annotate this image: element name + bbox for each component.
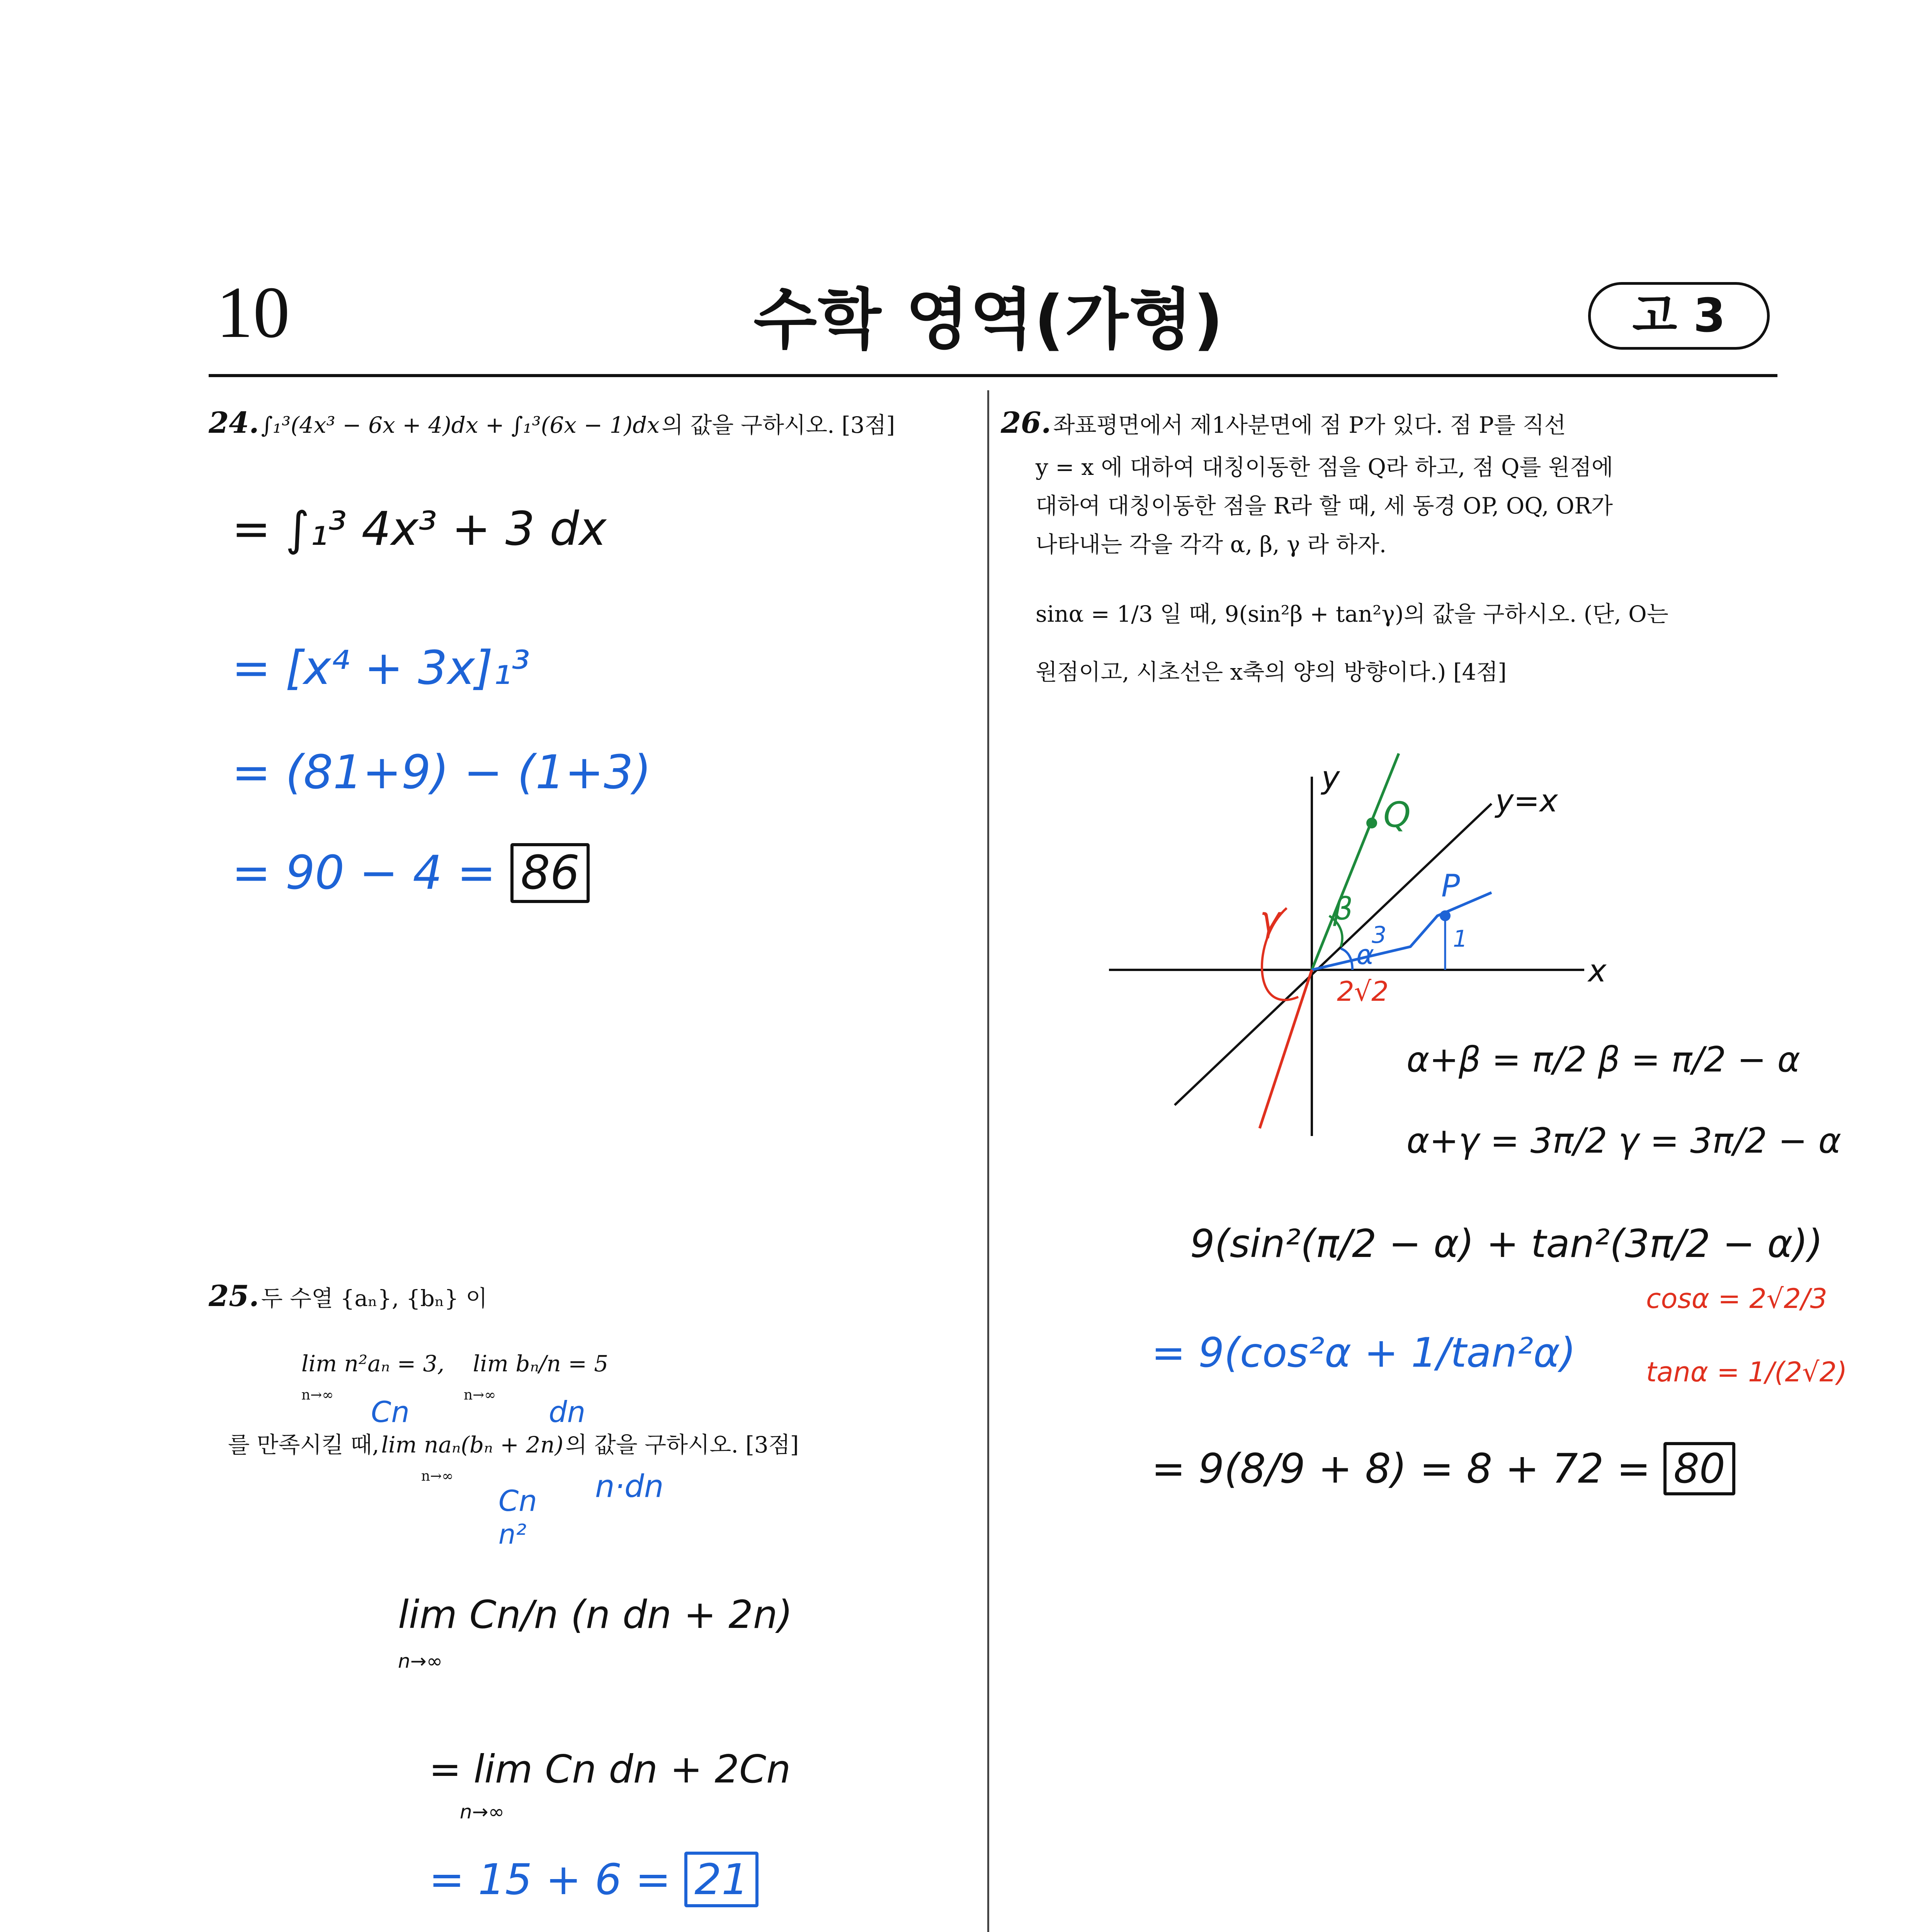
q26-answer: 80 bbox=[1663, 1442, 1735, 1495]
q26-relation-2: α+γ = 3π/2 γ = 3π/2 − α bbox=[1406, 1121, 1842, 1161]
q26-note-cos: cosα = 2√2/3 bbox=[1646, 1283, 1827, 1315]
three-label: 3 bbox=[1372, 922, 1387, 949]
q25-work-sub-2: n→∞ bbox=[460, 1801, 505, 1823]
limit-subscript-2: n→∞ bbox=[464, 1387, 496, 1403]
ray-OR bbox=[1260, 970, 1312, 1128]
y-axis-label: y bbox=[1321, 760, 1340, 796]
q25-note-cn-1: Cn bbox=[371, 1395, 410, 1429]
question-25 bbox=[209, 1279, 974, 1317]
question-prompt: 의 값을 구하시오. [3점] bbox=[662, 412, 895, 438]
integral-expression: ∫₁³(4x³ − 6x + 4)dx + ∫₁³(6x − 1)dx bbox=[261, 412, 660, 438]
q26-work-line-1: 9(sin²(π/2 − α) + tan²(3π/2 − α)) bbox=[1190, 1221, 1823, 1266]
q25-answer: 21 bbox=[684, 1852, 759, 1907]
alpha-arc bbox=[1341, 949, 1352, 970]
q24-work-text: = 90 − 4 = bbox=[232, 846, 496, 900]
Q-label: Q bbox=[1383, 795, 1411, 835]
q25-note-cn-2: Cn bbox=[498, 1484, 537, 1518]
q24-work-line-2: = [x⁴ + 3x]₁³ bbox=[232, 641, 530, 695]
q25-work-line-2: = lim Cn dn + 2Cn bbox=[429, 1747, 791, 1792]
q25-conditions bbox=[301, 1345, 608, 1383]
condition-line-2: 원점이고, 시초선은 x축의 양의 방향이다.) [4점] bbox=[1036, 659, 1507, 685]
question-intro: 두 수열 {aₙ}, {bₙ} 이 bbox=[261, 1285, 488, 1311]
question-number: 26. bbox=[1001, 406, 1051, 440]
q25-note-ndn: n·dn bbox=[595, 1468, 664, 1504]
grade-badge: 고 3 bbox=[1588, 282, 1770, 350]
condition-2: lim bₙ/n = 5 bbox=[473, 1350, 609, 1377]
q25-work-line-1: lim Cn/n (n dn + 2n) bbox=[398, 1592, 793, 1637]
x-axis-label: x bbox=[1588, 953, 1607, 989]
alpha-label: α bbox=[1356, 939, 1374, 971]
header-rule bbox=[209, 374, 1777, 377]
text-line-4: 나타내는 각을 각각 α, β, γ 라 하자. bbox=[1036, 531, 1387, 558]
q25-work-line-3 bbox=[429, 1855, 759, 1904]
q25-prompt bbox=[228, 1426, 981, 1464]
q25-work-sub-1: n→∞ bbox=[398, 1650, 443, 1672]
question-number: 25. bbox=[209, 1279, 259, 1313]
q26-note-tan: tanα = 1/(2√2) bbox=[1646, 1356, 1847, 1388]
q25-note-n2: n² bbox=[498, 1519, 527, 1550]
question-number: 24. bbox=[209, 406, 259, 440]
beta-label: β bbox=[1333, 891, 1353, 927]
q24-work-line-3: = (81+9) − (1+3) bbox=[232, 746, 651, 799]
condition-line-1: sinα = 1/3 일 때, 9(sin²β + tan²γ)의 값을 구하시오. (단, O는 bbox=[1036, 601, 1668, 627]
q25-work-text: = 15 + 6 = bbox=[429, 1855, 671, 1904]
limit-subscript-1: n→∞ bbox=[301, 1387, 334, 1403]
q26-work-text: = 9(8/9 + 8) = 8 + 72 = bbox=[1151, 1445, 1651, 1492]
root-label: 2√2 bbox=[1337, 976, 1389, 1007]
subject-title: 수학 영역(가형) bbox=[753, 282, 1224, 358]
gamma-label: γ bbox=[1260, 899, 1281, 940]
line-label: y=x bbox=[1495, 783, 1558, 819]
limit-expression: lim naₙ(bₙ + 2n) bbox=[381, 1432, 564, 1458]
question-24 bbox=[209, 406, 974, 444]
text-line-2: y = x 에 대하여 대칭이동한 점을 Q라 하고, 점 Q를 원점에 bbox=[1036, 454, 1613, 480]
q24-answer: 86 bbox=[510, 843, 590, 903]
q24-work-line-1: = ∫₁³ 4x³ + 3 dx bbox=[232, 502, 607, 556]
text-line-1: 좌표평면에서 제1사분면에 점 P가 있다. 점 P를 직선 bbox=[1053, 412, 1566, 438]
q25-note-dn: dn bbox=[549, 1395, 586, 1429]
q24-work-line-4 bbox=[232, 846, 590, 900]
one-label: 1 bbox=[1453, 925, 1468, 952]
column-divider bbox=[987, 390, 989, 1932]
condition-1: lim n²aₙ = 3, bbox=[301, 1350, 445, 1377]
prompt-post: 의 값을 구하시오. [3점] bbox=[565, 1432, 799, 1458]
q26-work-line-2: = 9(cos²α + 1/tan²α) bbox=[1151, 1329, 1576, 1376]
limit-subscript-3: n→∞ bbox=[421, 1468, 454, 1484]
P-label: P bbox=[1441, 868, 1460, 904]
point-Q bbox=[1366, 818, 1377, 828]
text-line-3: 대하여 대칭이동한 점을 R라 할 때, 세 동경 OP, OQ, OR가 bbox=[1036, 493, 1613, 519]
question-26 bbox=[1001, 406, 1774, 444]
q26-diagram bbox=[1105, 746, 1627, 1140]
page-number: 10 bbox=[216, 272, 290, 353]
q26-relation-1: α+β = π/2 β = π/2 − α bbox=[1406, 1039, 1800, 1080]
prompt-pre: 를 만족시킬 때, bbox=[228, 1432, 379, 1458]
q26-work-line-3 bbox=[1151, 1445, 1735, 1492]
